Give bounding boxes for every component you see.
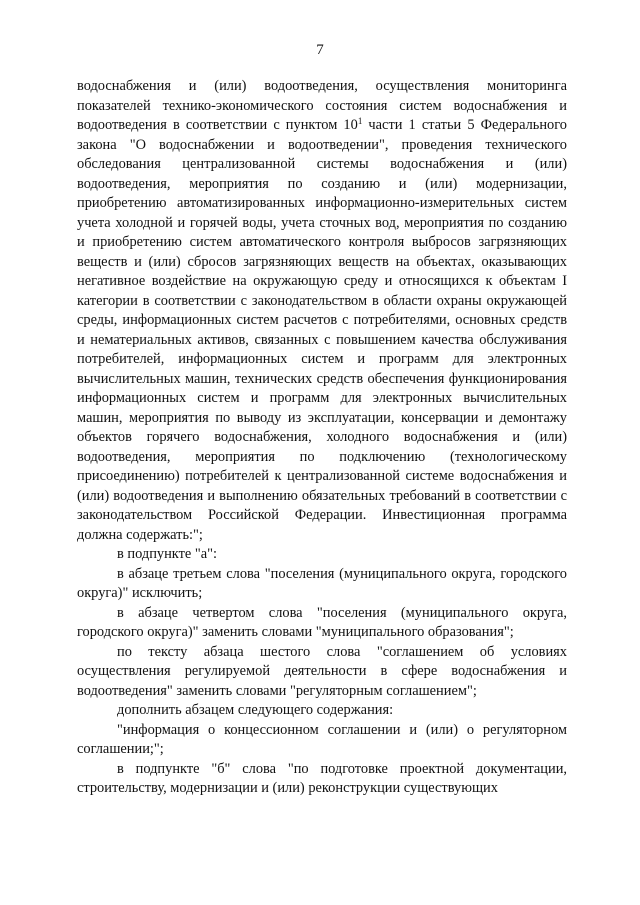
paragraph: в абзаце четвертом слова "поселения (муниципального округа, городского округа)" заменить словами "муниципального образования";: [77, 604, 567, 640]
paragraph: в абзаце третьем слова "поселения (муниципального округа, городского округа)" исключить;: [77, 565, 567, 601]
paragraph: в подпункте "а":: [117, 546, 218, 562]
page-number: 7: [316, 42, 324, 58]
document-body: [77, 77, 567, 799]
superscript: 1: [357, 116, 363, 126]
paragraph: по тексту абзаца шестого слова "соглашением об условиях осуществления регулируемой деятельности в сфере водоснабжения и водоотведения" заменить словами "регуляторным соглашением";: [77, 643, 567, 699]
paragraph: водоснабжения и (или) водоотведения, осуществления мониторинга показателей технико-экономического состояния систем водоснабжения и водоотведения в соответствии с пунктом $10^1$ части 1 статьи 5 Федерального закона "О водоснабжении и водоотведении", проведения технического обследования централизованной системы водоснабжения и (или) водоотведения, мероприятия по созданию и (или) модернизации, приобретению автоматизированных информационно-измерительных систем учета холодной и горячей воды, учета сточных вод, мероприятия по созданию и приобретению систем автоматического контроля выбросов загрязняющих веществ и (или) сбросов загрязняющих веществ на объектах, оказывающих негативное воздействие на окружающую среду и относящихся к объектам I категории в соответствии с законодательством в области охраны окружающей среды, информационных систем расчетов с потребителями, основных средств и нематериальных активов, связанных с повышением качества обслуживания потребителей, информационных систем и программ для электронных вычислительных машин, технических средств обеспечения функционирования информационных систем и программ для электронных вычислительных машин, мероприятия по выводу из эксплуатации, консервации и демонтажу объектов горячего водоснабжения, холодного водоснабжения и (или) водоотведения, мероприятия по подключению (технологическому присоединению) потребителей к централизованной системе водоснабжения и (или) водоотведения и выполнению обязательных требований в соответствии с законодательством Российской Федерации. Инвестиционная программа должна содержать:";: [77, 78, 567, 543]
paragraph: дополнить абзацем следующего содержания:: [117, 702, 394, 718]
paragraph: "информация о концессионном соглашении и (или) о регуляторном соглашении;";: [77, 721, 567, 757]
paragraph: в подпункте "б" слова "по подготовке проектной документации, строительству, модернизации и (или) реконструкции существующих: [77, 760, 567, 796]
